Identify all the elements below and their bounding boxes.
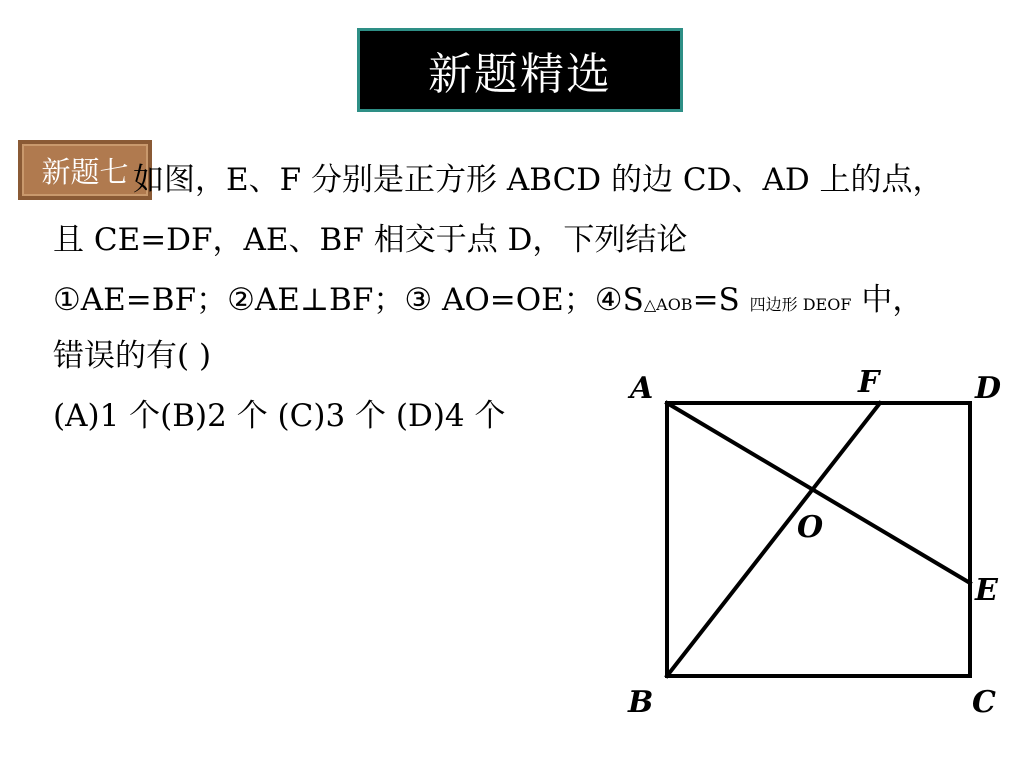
question-tag-label: 新题七	[41, 154, 129, 189]
segment-bf	[667, 403, 880, 676]
square-diagram	[620, 355, 1020, 755]
area-subscript-deof: 四边形 DEOF	[749, 295, 852, 314]
conclusions-text-b: =S	[692, 282, 750, 318]
label-d: D	[975, 371, 1002, 406]
label-a: A	[630, 371, 654, 406]
segment-ae	[667, 403, 970, 583]
area-subscript-aob: △AOB	[643, 295, 693, 314]
label-c: C	[972, 685, 996, 720]
question-line-1: 如图，E、F 分别是正方形 ABCD 的边 CD、AD 上的点，	[133, 162, 944, 198]
title-banner	[357, 28, 683, 112]
label-b: B	[628, 685, 654, 720]
label-e: E	[975, 573, 998, 608]
label-f: F	[858, 365, 880, 400]
answer-choices: (A)1 个(B)2 个 (C)3 个 (D)4 个	[53, 398, 506, 434]
conclusions-text-c: 中，	[851, 282, 924, 318]
question-line-3	[53, 280, 923, 325]
label-o: O	[797, 510, 824, 545]
question-line-4: 错误的有( )	[53, 338, 212, 374]
question-line-2: 且 CE=DF，AE、BF 相交于点 D，下列结论	[53, 222, 688, 258]
page-title: 新题精选	[428, 49, 612, 100]
conclusions-text-a: ①AE=BF；②AE⊥BF；③ AO=OE；④S	[53, 282, 644, 318]
question-tag	[18, 140, 152, 200]
